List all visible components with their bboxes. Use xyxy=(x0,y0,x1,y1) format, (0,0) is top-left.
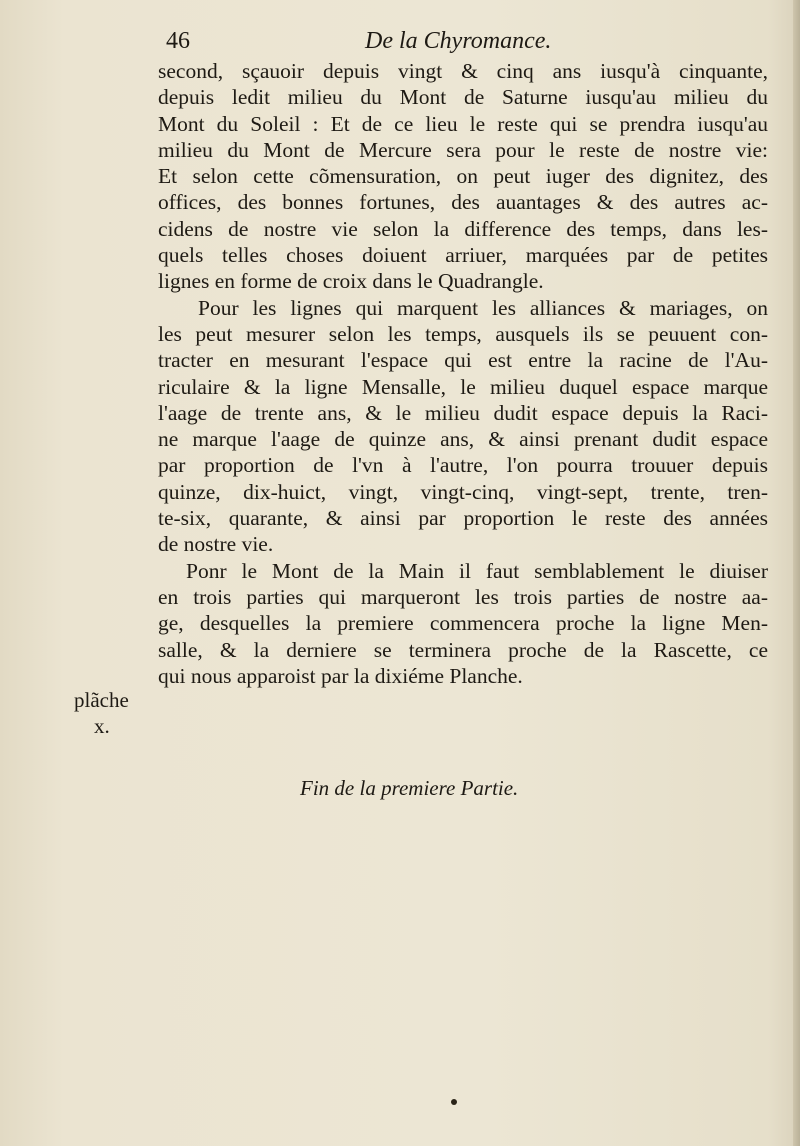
text-line: l'aage de trente ans, & le milieu dudit espace depuis la Raci- xyxy=(158,400,768,425)
page-header xyxy=(160,22,780,58)
margin-note-planche: plãche xyxy=(74,688,129,712)
paragraph-3 xyxy=(158,558,768,689)
text-line: salle, & la derniere se terminera proche de la Rascette, ce xyxy=(158,637,768,662)
text-line: riculaire & la ligne Mensalle, le milieu duquel espace marque xyxy=(158,374,768,399)
paragraph-1 xyxy=(158,58,768,295)
text-line: en trois parties qui marqueront les trois parties de nostre aa- xyxy=(158,584,768,609)
text-line: de nostre vie. xyxy=(158,532,274,557)
text-line: les peut mesurer selon les temps, ausquels ils se peuuent con- xyxy=(158,321,768,346)
text-line: ge, desquelles la premiere commencera proche la ligne Men- xyxy=(158,611,768,636)
text-line: cidens de nostre vie selon la difference des temps, dans les- xyxy=(158,216,768,241)
margin-note-number: x. xyxy=(94,714,110,738)
text-line: milieu du Mont de Mercure sera pour le reste de nostre vie: xyxy=(158,137,768,162)
text-line: qui nous apparoist par la dixiéme Planche. xyxy=(158,663,523,688)
text-line: te-six, quarante, & ainsi par proportion le reste des années xyxy=(158,506,768,531)
text-line: second, sçauoir depuis vingt & cinq ans iusqu'à cinquante, xyxy=(158,59,768,83)
text-line: lignes en forme de croix dans le Quadrangle. xyxy=(158,269,544,294)
paragraph-2 xyxy=(158,295,768,558)
text-line: quels telles choses doiuent arriuer, marquées par de petites xyxy=(158,243,768,268)
text-line: Mont du Soleil : Et de ce lieu le reste qui se prendra iusqu'au xyxy=(158,111,768,136)
body-text xyxy=(158,58,768,689)
text-line: Ponr le Mont de la Main il faut semblablement le diuiser xyxy=(186,558,768,583)
running-head: De la Chyromance. xyxy=(365,28,552,54)
colophon: Fin de la premiere Partie. xyxy=(300,776,519,800)
ink-dot xyxy=(451,1099,457,1105)
text-line: par proportion de l'vn à l'autre, l'on pourra trouuer depuis xyxy=(158,453,768,478)
page-edge xyxy=(793,0,800,1146)
text-line: quinze, dix-huict, vingt, vingt-cinq, vingt-sept, trente, tren- xyxy=(158,479,768,504)
text-line: tracter en mesurant l'espace qui est entre la racine de l'Au- xyxy=(158,348,768,373)
text-line: Pour les lignes qui marquent les alliances & mariages, on xyxy=(198,295,768,320)
text-line: ne marque l'aage de quinze ans, & ainsi prenant dudit espace xyxy=(158,427,768,452)
text-line: Et selon cette cõmensuration, on peut iuger des dignitez, des xyxy=(158,164,768,189)
page-number: 46 xyxy=(166,28,190,54)
text-line: depuis ledit milieu du Mont de Saturne iusqu'au milieu du xyxy=(158,85,768,110)
text-line: offices, des bonnes fortunes, des auantages & des autres ac- xyxy=(158,190,768,215)
